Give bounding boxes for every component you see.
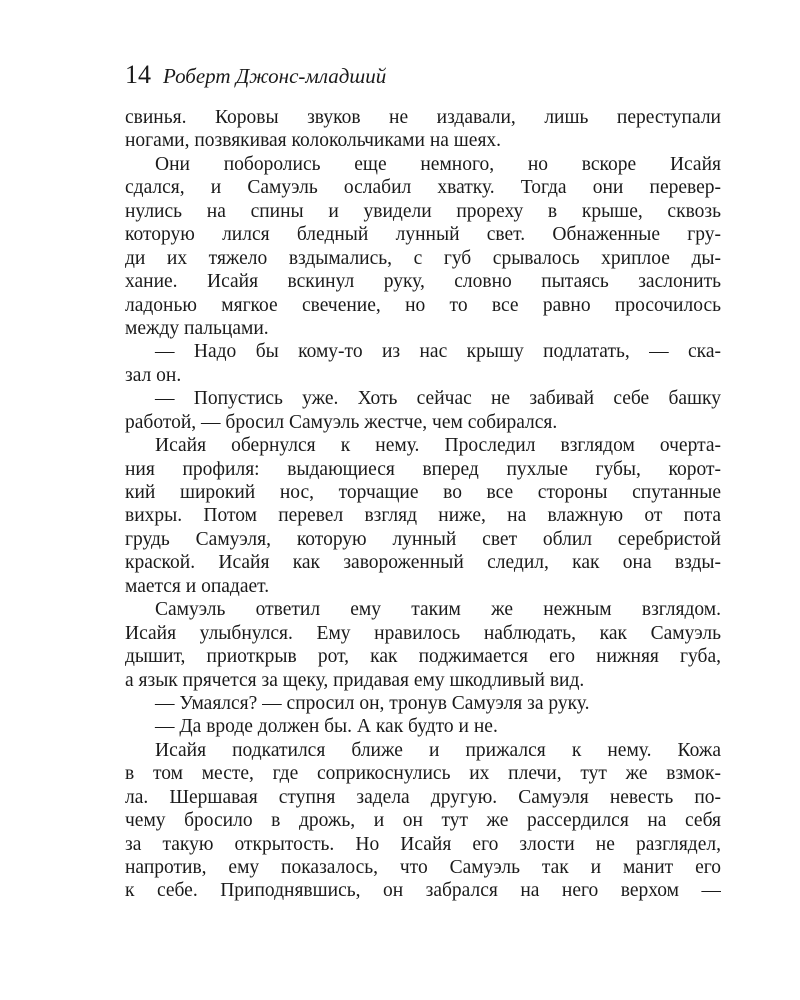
text-line: работой, — бросил Самуэль жестче, чем собирался. [125,411,558,433]
page-number: 14 [125,60,151,89]
running-head [125,62,386,88]
text-line: дышит, приоткрыв рот, как поджимается его нижняя губа, [125,646,721,668]
text-line: сдался, и Самуэль ослабил хватку. Тогда они перевер- [125,177,721,199]
text-line: нулись на спины и увидели прореху в крыше, сквозь [125,200,721,222]
text-line: кий широкий нос, торчащие во все стороны спутанные [125,482,721,503]
running-head-author-title: Роберт Джонс-младший [163,64,387,88]
text-line: ладонью мягкое свечение, но то все равно просочилось [125,294,721,316]
text-line: к себе. Приподнявшись, он забрался на него верхом — [125,880,721,902]
text-line: Самуэль ответил ему таким же нежным взглядом. [155,599,721,621]
text-line: — Надо бы кому-то из нас крышу подлатать, — ска- [155,341,721,363]
text-line: вихры. Потом перевел взгляд ниже, на влажную от пота [125,505,721,527]
text-line: грудь Самуэля, которую лунный свет облил серебристой [125,528,721,550]
text-line: ла. Шершавая ступня задела другую. Самуэля невесть по- [125,786,721,808]
text-line: чему бросило в дрожь, и он тут же рассердился на себя [125,810,721,832]
text-line: ния профиля: выдающиеся вперед пухлые губы, корот- [125,458,721,480]
text-line: в том месте, где соприкоснулись их плечи, тут же взмок- [125,763,721,785]
text-line: мается и опадает. [125,575,270,597]
text-line: — Попустись уже. Хоть сейчас не забивай себе башку [155,388,721,410]
text-line: Исайя обернулся к нему. Проследил взглядом очерта- [155,435,721,457]
text-line: — Умаялся? — спросил он, тронув Самуэля за руку. [155,692,590,714]
text-line: зал он. [125,364,182,386]
text-line: Исайя улыбнулся. Ему нравилось наблюдать, как Самуэль [125,622,721,644]
text-line: краской. Исайя как завороженный следил, как она взды- [125,552,721,574]
body-text [125,106,721,903]
text-line: хание. Исайя вскинул руку, словно пытаясь заслонить [125,271,721,293]
text-line: между пальцами. [125,317,269,339]
text-line: Исайя подкатился ближе и прижался к нему. Кожа [155,739,721,761]
text-line: которую лился бледный лунный свет. Обнаженные гру- [125,224,721,246]
text-line: ногами, позвякивая колокольчиками на шеях. [125,130,502,152]
text-line: свинья. Коровы звуков не издавали, лишь переступали [125,107,721,128]
text-line: ди их тяжело вздымались, с губ срывалось хриплое ды- [125,247,721,269]
text-line: Они поборолись еще немного, но вскоре Исайя [155,153,721,175]
text-line: — Да вроде должен бы. А как будто и не. [155,716,498,738]
text-line: за такую открытость. Но Исайя его злости не разглядел, [125,833,721,855]
text-line: напротив, ему показалось, что Самуэль так и манит его [125,857,721,878]
text-line: а язык прячется за щеку, придавая ему шкодливый вид. [125,669,585,691]
